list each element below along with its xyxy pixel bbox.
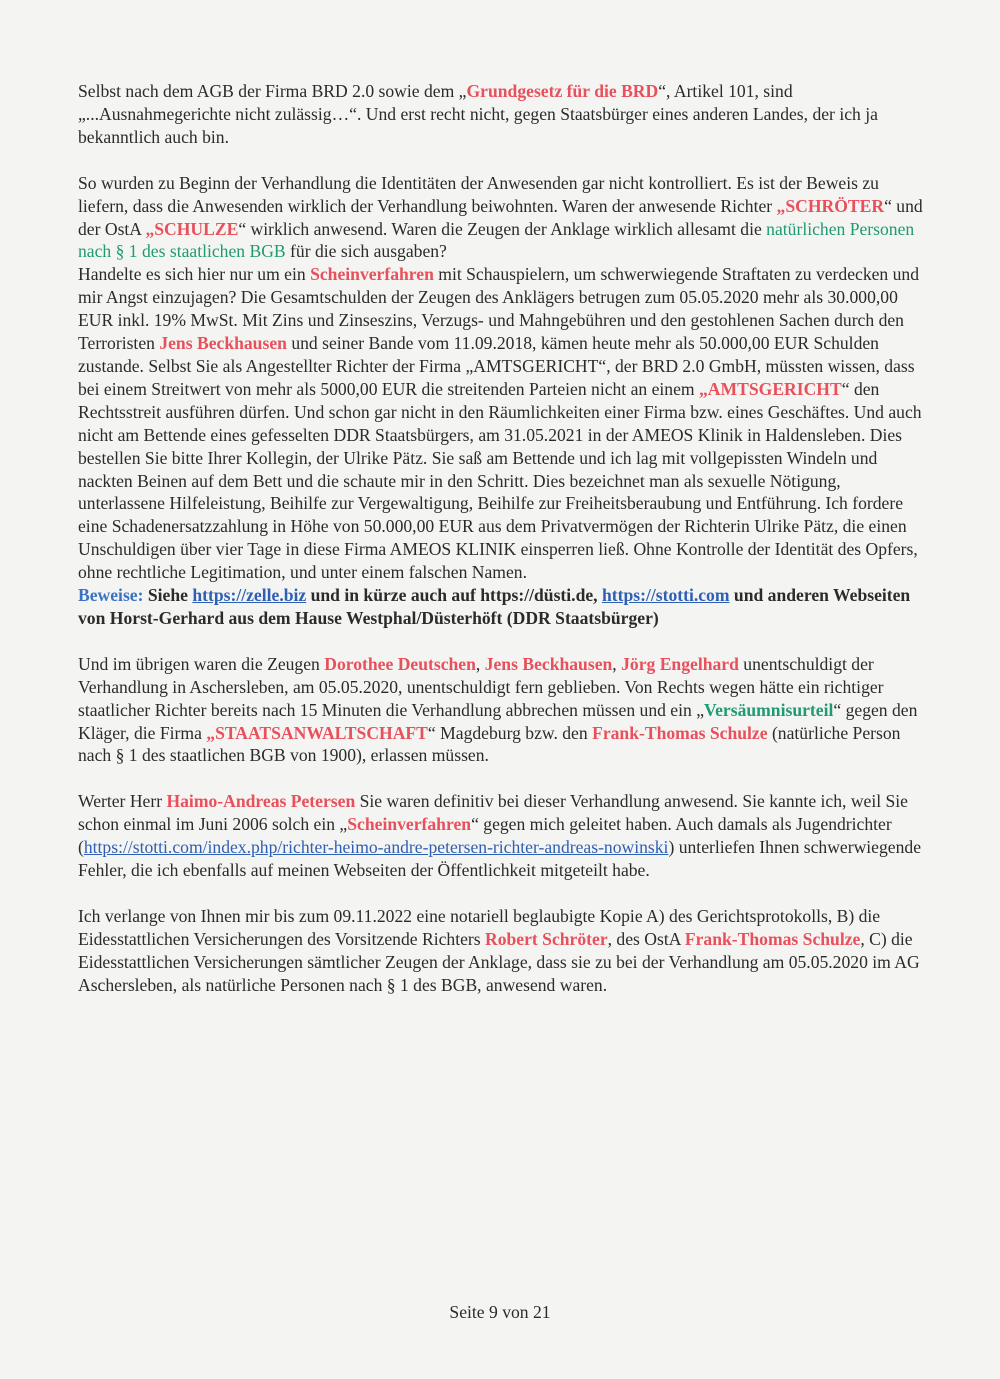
highlight-haimo-andreas-petersen: Haimo-Andreas Petersen — [166, 791, 356, 812]
link-stotti-petersen[interactable]: https://stotti.com/index.php/richter-heimo-andre-petersen-richter-andreas-nowinski — [83, 837, 669, 858]
highlight-versaeumnisurteil: Versäumnisurteil — [704, 699, 834, 720]
highlight-frank-thomas-schulze-2: Frank-Thomas Schulze — [684, 928, 861, 949]
label-beweise: Beweise: — [78, 585, 144, 606]
highlight-grundgesetz: Grundgesetz für die BRD — [466, 81, 659, 101]
paragraph-beweise: Beweise: Siehe https://zelle.biz und in kürze auch auf https://düsti.de, https://stotti.com und anderen Webseiten von Horst-Gerhard aus dem Hause Westphal/Düsterhöft (DDR Staatsbürger) — [78, 585, 911, 628]
highlight-frank-thomas-schulze: Frank-Thomas Schulze — [592, 722, 768, 743]
paragraph-scheinverfahren: Handelte es sich hier nur um ein Scheinverfahren mit Schauspielern, um schwerwiegende Straftaten zu verdecken und mir Angst einzujagen? Die Gesamtschulden der Zeugen des Anklägers betrugen zum 05.05.2020 mehr als 30.000,00 EUR inkl. 19% MwSt. Mit Zins und Zinseszins, Verzugs- und Mahngebühren und den gestohlenen Sachen durch den Terroristen Jens Beckhausen und seiner Bande vom 11.09.2018, kämen heute mehr als 50.000,00 EUR Schulden zustande. Selbst Sie als Angestellter Richter der Firma „AMTSGERICHT“, der BRD 2.0 GmbH, müssten wissen, dass bei einem Streitwert von mehr als 5000,00 EUR die streitenden Parteien nicht an einem „AMTSGERICHT“ den Rechtsstreit ausführen dürfen. Und schon gar nicht in den Räumlichkeiten einer Firma bzw. eines Geschäftes. Und auch nicht am Bettende eines gefesselten DDR Staatsbürgers, am 31.05.2021 in der AMEOS Klinik in Haldensleben. Dies bestellen Sie bitte Ihrer Kollegin, der Ulrike Pätz. Sie saß am Bettende und ich lag mit vollgepissten Windeln und nackten Beinen auf dem Bett und die schaute mir in den Schritt. Dies bezeichnet man als sexuelle Nötigung, unterlassene Hilfeleistung, Beihilfe zur Vergewaltigung, Beihilfe zur Freiheitsberaubung und Entführung. Ich fordere eine Schadenersatzzahlung in Höhe von 50.000,00 EUR aus dem Privatvermögen der Richterin Ulrike Pätz, die einen Unschuldigen über vier Tage in diese Firma AMEOS KLINIK einsperren ließ. Ohne Kontrolle der Identität des Opfers, ohne rechtliche Legitimation, und unter einem falschen Namen. — [78, 264, 922, 583]
paragraph-identitaeten: So wurden zu Beginn der Verhandlung die Identitäten der Anwesenden gar nicht kontrolliert. Es ist der Beweis zu liefern, dass die Anwesenden wirklich der Verhandlung beiwohnten. Waren der anwesende Richter „SCHRÖTER“ und der OstA „SCHULZE“ wirklich anwesend. Waren die Zeugen der Anklage wirklich allesamt die natürlichen Personen nach § 1 des staatlichen BGB für die sich ausgaben? — [78, 172, 923, 262]
link-zelle-biz[interactable]: https://zelle.biz — [192, 585, 307, 606]
document-body — [78, 80, 928, 997]
highlight-scheinverfahren: Scheinverfahren — [310, 264, 434, 285]
page-number: Seite 9 von 21 — [449, 1302, 551, 1322]
highlight-scheinverfahren-2: Scheinverfahren — [347, 814, 472, 835]
highlight-dorothee-deutschen: Dorothee Deutschen — [324, 653, 476, 674]
highlight-jens-beckhausen: Jens Beckhausen — [159, 333, 287, 354]
link-stotti-com[interactable]: https://stotti.com — [601, 585, 730, 606]
highlight-schroeter: „SCHRÖTER — [776, 195, 885, 216]
highlight-schulze: „SCHULZE — [145, 218, 239, 239]
highlight-jens-beckhausen-2: Jens Beckhausen — [484, 653, 613, 674]
highlight-natuerliche-personen: natürlichen Personen nach § 1 des staatlichen BGB — [78, 218, 915, 262]
highlight-joerg-engelhard: Jörg Engelhard — [621, 653, 739, 674]
paragraph-agb: Selbst nach dem AGB der Firma BRD 2.0 sowie dem „Grundgesetz für die BRD“, Artikel 101, sind „...Ausnahmegerichte nicht zulässig…“. Und erst recht nicht, gegen Staatsbürger eines anderen Landes, der ich ja bekanntlich auch bin. — [78, 81, 878, 147]
highlight-staatsanwaltschaft: „STAATSANWALTSCHAFT — [206, 722, 428, 743]
paragraph-zeugen: Und im übrigen waren die Zeugen Dorothee Deutschen, Jens Beckhausen, Jörg Engelhard unentschuldigt der Verhandlung in Aschersleben, am 05.05.2020, unentschuldigt fern geblieben. Von Rechts wegen hätte ein richtiger staatlicher Richter bereits nach 15 Minuten die Verhandlung abbrechen müssen und ein „Versäumnisurteil“ gegen den Kläger, die Firma „STAATSANWALTSCHAFT“ Magdeburg bzw. den Frank-Thomas Schulze (natürliche Person nach § 1 des staatlichen BGB von 1900), erlassen müssen. — [78, 653, 918, 766]
highlight-amtsgericht: „AMTSGERICHT — [699, 378, 842, 399]
highlight-robert-schroeter: Robert Schröter — [485, 928, 608, 949]
paragraph-petersen: Werter Herr Haimo-Andreas Petersen Sie waren definitiv bei dieser Verhandlung anwesend. Sie kannte ich, weil Sie schon einmal im Juni 2006 solch ein „Scheinverfahren“ gegen mich geleitet haben. Auch damals als Jugendrichter (https://stotti.com/index.php/richter-heimo-andre-petersen-richter-andreas-nowinski) unterliefen Ihnen schwerwiegende Fehler, die ich ebenfalls auf meinen Webseiten der Öffentlichkeit mitgeteilt habe. — [78, 791, 922, 881]
paragraph-forderung: Ich verlange von Ihnen mir bis zum 09.11.2022 eine notariell beglaubigte Kopie A) des Gerichtsprotokolls, B) die Eidesstattlichen Versicherungen des Vorsitzende Richters Robert Schröter, des OstA Frank-Thomas Schulze, C) die Eidesstattlichen Versicherungen sämtlicher Zeugen der Anklage, dass sie zu bei der Verhandlung am 05.05.2020 im AG Aschersleben, als natürliche Personen nach § 1 des BGB, anwesend waren. — [78, 906, 920, 995]
